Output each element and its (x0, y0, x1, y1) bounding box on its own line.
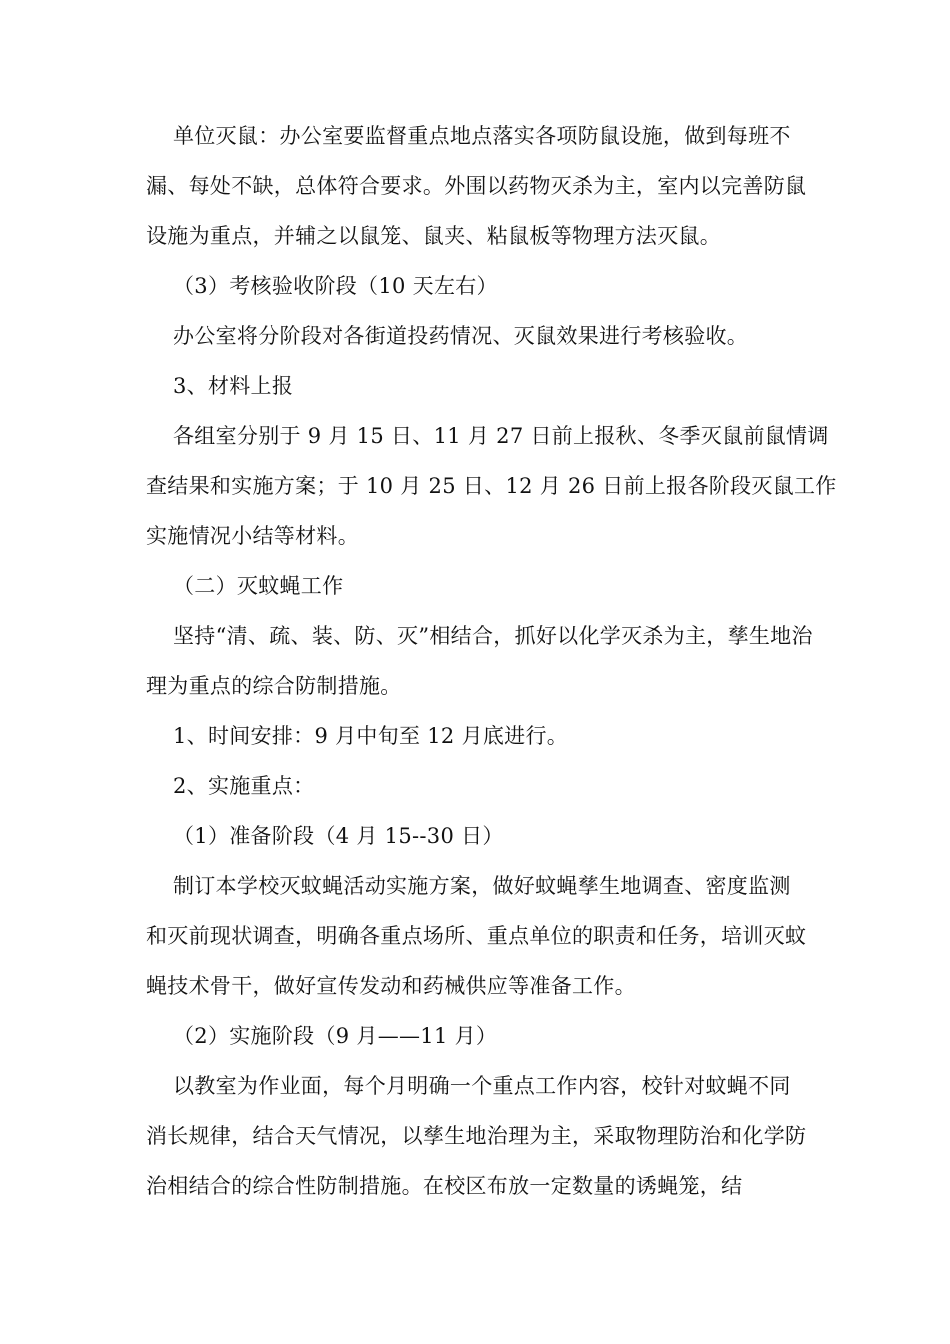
heading-mosquito-fly-work: （二）灭蚊蝇工作 (173, 574, 344, 598)
heading-implementation-stage: （2）实施阶段（9 月——11 月） (173, 1024, 498, 1048)
paragraph-rodent-unit-line-1: 单位灭鼠：办公室要监督重点地点落实各项防鼠设施，做到每班不 (173, 124, 791, 148)
paragraph-materials-line-2: 查结果和实施方案；于 10 月 25 日、12 月 26 日前上报各阶段灭鼠工作 (146, 474, 837, 498)
heading-materials-report: 3、材料上报 (173, 374, 294, 398)
paragraph-preparation-line-2: 和灭前现状调查，明确各重点场所、重点单位的职责和任务，培训灭蚊 (146, 924, 807, 948)
heading-preparation-stage: （1）准备阶段（4 月 15--30 日） (173, 824, 504, 848)
paragraph-assessment: 办公室将分阶段对各街道投药情况、灭鼠效果进行考核验收。 (173, 324, 749, 348)
paragraph-preparation-line-1: 制订本学校灭蚊蝇活动实施方案，做好蚊蝇孳生地调查、密度监测 (173, 874, 791, 898)
paragraph-rodent-unit-line-2: 漏、每处不缺，总体符合要求。外围以药物灭杀为主，室内以完善防鼠 (146, 174, 807, 198)
paragraph-preparation-line-3: 蝇技术骨干，做好宣传发动和药械供应等准备工作。 (146, 974, 636, 998)
paragraph-implementation-line-2: 消长规律，结合天气情况，以孳生地治理为主，采取物理防治和化学防 (146, 1124, 807, 1148)
heading-assessment-stage: （3）考核验收阶段（10 天左右） (173, 274, 498, 298)
paragraph-principle-line-1: 坚持“清、疏、装、防、灭”相结合，抓好以化学灭杀为主，孳生地治 (173, 624, 813, 648)
paragraph-rodent-unit-line-3: 设施为重点，并辅之以鼠笼、鼠夹、粘鼠板等物理方法灭鼠。 (146, 224, 722, 248)
paragraph-materials-line-3: 实施情况小结等材料。 (146, 524, 359, 548)
paragraph-principle-line-2: 理为重点的综合防制措施。 (146, 674, 402, 698)
paragraph-implementation-line-1: 以教室为作业面，每个月明确一个重点工作内容，校针对蚊蝇不同 (173, 1074, 791, 1098)
paragraph-implementation-line-3: 治相结合的综合性防制措施。在校区布放一定数量的诱蝇笼，结 (146, 1174, 743, 1198)
item-time-schedule: 1、时间安排：9 月中旬至 12 月底进行。 (173, 724, 569, 748)
paragraph-materials-line-1: 各组室分别于 9 月 15 日、11 月 27 日前上报秋、冬季灭鼠前鼠情调 (173, 424, 829, 448)
item-implementation-focus: 2、实施重点： (173, 774, 315, 798)
